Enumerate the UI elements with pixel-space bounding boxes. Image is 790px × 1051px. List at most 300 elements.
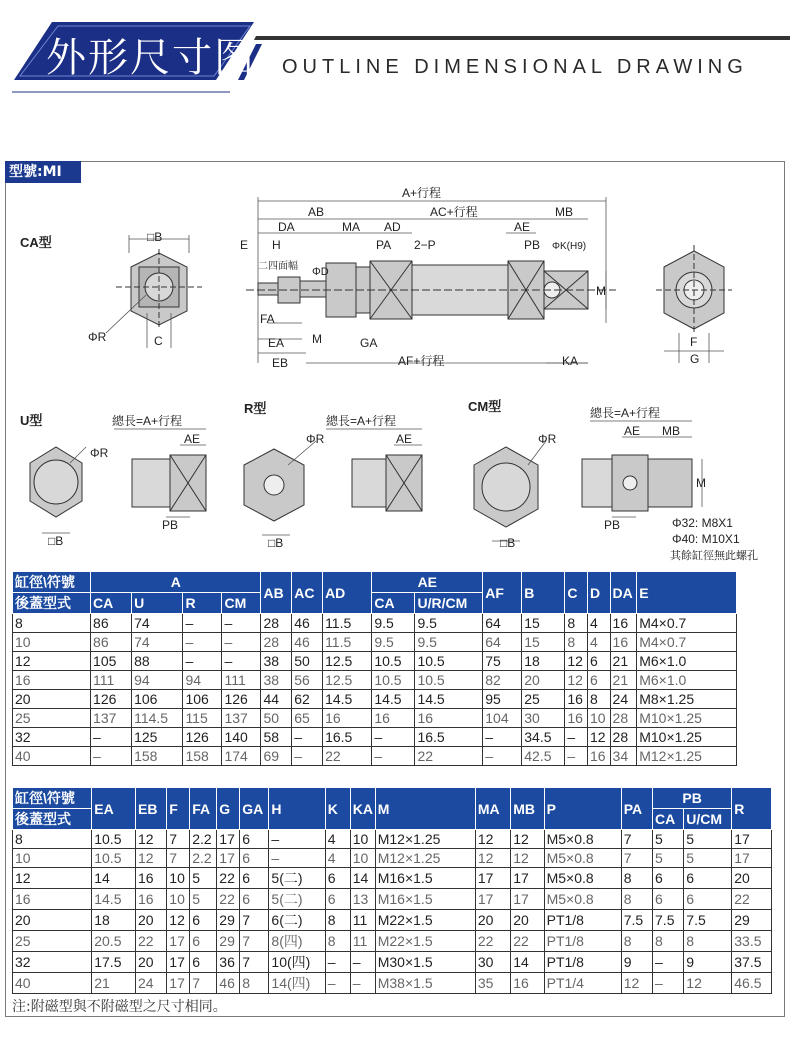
table-cell: 5	[653, 830, 684, 849]
table-cell: 6	[240, 849, 269, 868]
table-cell: 12	[167, 910, 190, 931]
table1-header-row1	[13, 572, 737, 593]
label-af-stroke: AF+行程	[398, 354, 445, 368]
table-cell: M12×1.25	[375, 849, 475, 868]
table-cell: 22	[732, 889, 772, 910]
table-cell: M30×1.5	[375, 952, 475, 973]
table-cell: 46	[292, 614, 323, 633]
table-cell: –	[565, 747, 588, 766]
table-cell: 125	[132, 728, 183, 747]
table-cell: 10	[167, 889, 190, 910]
table-row	[13, 868, 772, 889]
table-cell: 11.5	[323, 614, 372, 633]
label-cm-total: 總長=A+行程	[590, 406, 661, 420]
table-cell: 62	[292, 690, 323, 709]
table-cell: 6	[684, 868, 732, 889]
label-ca-b: □B	[147, 230, 163, 244]
table-cell: PT1/4	[544, 973, 621, 994]
table-cell: 34	[610, 747, 637, 766]
table-cell: 6	[587, 652, 610, 671]
table-cell: 140	[222, 728, 261, 747]
th-ad: AD	[323, 572, 372, 614]
table-cell: 22	[217, 889, 240, 910]
table-cell: 137	[222, 709, 261, 728]
label-cm-pb: PB	[604, 518, 621, 532]
label-ca-c: C	[154, 334, 163, 348]
table-cell: –	[183, 652, 222, 671]
table-cell: 106	[132, 690, 183, 709]
table-cell: 28	[610, 728, 637, 747]
th-da: DA	[610, 572, 637, 614]
table-cell: 38	[261, 652, 292, 671]
table-cell: 12	[511, 849, 544, 868]
label-ka: KA	[562, 354, 579, 368]
table-cell: 114.5	[132, 709, 183, 728]
table-cell: 17	[167, 931, 190, 952]
label-r-total: 總長=A+行程	[326, 414, 397, 428]
table-cell: 7.5	[653, 910, 684, 931]
model-tag: 型號:MI	[5, 161, 81, 183]
label-g: G	[690, 352, 700, 366]
table-cell: 7	[190, 973, 217, 994]
table-cell: 10	[350, 830, 375, 849]
table-cell: 32	[13, 728, 91, 747]
table-cell: 6	[240, 830, 269, 849]
label-f: F	[690, 335, 698, 349]
table-cell: 7	[167, 830, 190, 849]
table-cell: 7	[621, 830, 652, 849]
table-row	[13, 952, 772, 973]
table-cell: 20	[136, 910, 167, 931]
table-cell: 74	[132, 614, 183, 633]
label-cm-mb: MB	[662, 424, 680, 438]
table-cell: 38	[261, 671, 292, 690]
table-cell: 8	[13, 614, 91, 633]
table-cell: 104	[483, 709, 522, 728]
table-cell: –	[372, 747, 415, 766]
th2-cover: 後蓋型式	[13, 809, 92, 830]
table-cell: 86	[91, 614, 132, 633]
table-cell: 126	[222, 690, 261, 709]
table-cell: 29	[217, 931, 240, 952]
label-cm-ae: AE	[624, 424, 641, 438]
table-cell: 33.5	[732, 931, 772, 952]
table-cell: –	[292, 747, 323, 766]
table-cell: 30	[522, 709, 565, 728]
table-cell: M10×1.25	[637, 709, 737, 728]
th-ae: AE	[372, 572, 483, 593]
table-cell: 17	[217, 830, 240, 849]
table-cell: 20	[522, 671, 565, 690]
table-cell: 6	[190, 910, 217, 931]
table-cell: 174	[222, 747, 261, 766]
table-cell: 24	[610, 690, 637, 709]
label-eb: EB	[272, 356, 289, 370]
table-cell: 22	[415, 747, 483, 766]
table-cell: 11	[350, 931, 375, 952]
label-u-ae: AE	[184, 432, 201, 446]
table-cell: 12	[621, 973, 652, 994]
table-cell: 16.5	[415, 728, 483, 747]
th-ac: AC	[292, 572, 323, 614]
table-cell: 14.5	[323, 690, 372, 709]
label-cm-note1: Φ32: M8X1	[672, 516, 733, 530]
table-cell: PT1/8	[544, 931, 621, 952]
label-ga: GA	[360, 336, 378, 350]
table-cell: 21	[610, 671, 637, 690]
table-cell: 12	[136, 849, 167, 868]
label-u-phi-r: ΦR	[90, 446, 109, 460]
title-chinese: 外形尺寸图	[46, 35, 256, 81]
table-cell: 10	[587, 709, 610, 728]
table-cell: 64	[483, 614, 522, 633]
label-m: M	[596, 284, 606, 298]
table-cell: 12	[565, 671, 588, 690]
label-phi-k: ΦK(H9)	[552, 241, 587, 252]
ca-side-view	[246, 197, 616, 363]
table-cell: 9	[621, 952, 652, 973]
table-cell: –	[269, 849, 325, 868]
table-cell: 12.5	[323, 671, 372, 690]
table-row	[13, 709, 737, 728]
table-cell: 29	[732, 910, 772, 931]
label-u-total: 總長=A+行程	[112, 414, 183, 428]
th-a-u: U	[132, 593, 183, 614]
table-cell: 20	[475, 910, 510, 931]
table-cell: 8	[325, 931, 350, 952]
table-cell: 8	[240, 973, 269, 994]
table-cell: 9.5	[372, 633, 415, 652]
table-cell: 16	[565, 709, 588, 728]
table-cell: 94	[183, 671, 222, 690]
th2-fa: FA	[190, 788, 217, 830]
table-cell: 7.5	[684, 910, 732, 931]
table-cell: 7	[167, 849, 190, 868]
table-row	[13, 728, 737, 747]
table-cell: M5×0.8	[544, 889, 621, 910]
table-cell: 46	[292, 633, 323, 652]
table-cell: 6	[653, 889, 684, 910]
th-bore: 缸徑\符號	[13, 572, 91, 593]
table-cell: 95	[483, 690, 522, 709]
table-cell: 5	[653, 849, 684, 868]
table-cell: 12	[475, 849, 510, 868]
th-a-cm: CM	[222, 593, 261, 614]
table-cell: 64	[483, 633, 522, 652]
table-cell: 40	[13, 747, 91, 766]
table-cell: 126	[183, 728, 222, 747]
label-ma: MA	[342, 220, 360, 234]
table-cell: 35	[475, 973, 510, 994]
th2-f: F	[167, 788, 190, 830]
table-cell: M10×1.25	[637, 728, 737, 747]
table-cell: 14.5	[92, 889, 136, 910]
table-cell: 82	[483, 671, 522, 690]
table-cell: 5	[190, 868, 217, 889]
th2-pa: PA	[621, 788, 652, 830]
table-cell: 22	[217, 868, 240, 889]
table-cell: PT1/8	[544, 952, 621, 973]
table-cell: 12	[475, 830, 510, 849]
table-cell: 5	[190, 889, 217, 910]
table-cell: 22	[511, 931, 544, 952]
th-a-ca: CA	[91, 593, 132, 614]
table-cell: 6	[587, 671, 610, 690]
table-cell: 6	[240, 868, 269, 889]
label-hex-nut: 二四面幅	[258, 261, 298, 272]
table-cell: 17	[475, 868, 510, 889]
table-cell: 22	[323, 747, 372, 766]
table-cell: 29	[217, 910, 240, 931]
table-cell: 69	[261, 747, 292, 766]
th-ab: AB	[261, 572, 292, 614]
table-cell: 106	[183, 690, 222, 709]
table-cell: 16.5	[323, 728, 372, 747]
table-cell: 88	[132, 652, 183, 671]
table-cell: 50	[261, 709, 292, 728]
page-header	[0, 0, 790, 110]
table-cell: –	[483, 747, 522, 766]
table-cell: 8	[13, 830, 92, 849]
table-cell: M4×0.7	[637, 633, 737, 652]
table-cell: 5(二)	[269, 868, 325, 889]
spec-table-2	[12, 787, 772, 994]
table-cell: 4	[587, 633, 610, 652]
label-u-pb: PB	[162, 518, 179, 532]
table-row	[13, 652, 737, 671]
label-cm-note3: 其餘缸徑無此螺孔	[670, 550, 758, 562]
table-row	[13, 614, 737, 633]
table-cell: 16	[136, 868, 167, 889]
th2-ka: KA	[350, 788, 375, 830]
table-cell: 18	[92, 910, 136, 931]
th2-bore: 缸徑\符號	[13, 788, 92, 809]
table-cell: 10	[350, 849, 375, 868]
table-cell: 8	[325, 910, 350, 931]
table-cell: 9.5	[415, 614, 483, 633]
table-cell: 4	[325, 849, 350, 868]
table-cell: –	[292, 728, 323, 747]
table-cell: M6×1.0	[637, 671, 737, 690]
table-cell: 8	[621, 868, 652, 889]
th-ae-urcm: U/R/CM	[415, 593, 483, 614]
th-af: AF	[483, 572, 522, 614]
table-cell: 4	[325, 830, 350, 849]
table-cell: 75	[483, 652, 522, 671]
table-cell: 111	[91, 671, 132, 690]
table-cell: –	[222, 614, 261, 633]
label-ca-type: CA型	[20, 235, 52, 250]
table-cell: 15	[522, 614, 565, 633]
table-row	[13, 973, 772, 994]
th2-pb-ucm: U/CM	[684, 809, 732, 830]
label-da: DA	[278, 220, 295, 234]
table-cell: 9.5	[415, 633, 483, 652]
label-r-b: □B	[268, 536, 284, 550]
th2-ea: EA	[92, 788, 136, 830]
table-cell: 12	[684, 973, 732, 994]
table-cell: 56	[292, 671, 323, 690]
table-cell: 10	[13, 849, 92, 868]
th-b: B	[522, 572, 565, 614]
table-cell: M5×0.8	[544, 868, 621, 889]
table-cell: 158	[183, 747, 222, 766]
table-cell: –	[350, 973, 375, 994]
table-cell: 17	[167, 952, 190, 973]
table-cell: 7	[621, 849, 652, 868]
table-cell: 14	[511, 952, 544, 973]
th2-ma: MA	[475, 788, 510, 830]
table-cell: 16	[610, 633, 637, 652]
table-cell: 11	[350, 910, 375, 931]
table-cell: 6	[190, 931, 217, 952]
table-cell: 2.2	[190, 830, 217, 849]
table-cell: M22×1.5	[375, 931, 475, 952]
table-cell: 21	[610, 652, 637, 671]
label-cm-m: M	[696, 476, 706, 490]
label-cm-type: CM型	[468, 399, 502, 414]
table-cell: 58	[261, 728, 292, 747]
table-cell: 65	[292, 709, 323, 728]
th-ae-ca: CA	[372, 593, 415, 614]
table-cell: 16	[323, 709, 372, 728]
table-cell: 105	[91, 652, 132, 671]
th2-pb: PB	[653, 788, 732, 809]
table-cell: 10	[167, 868, 190, 889]
label-two-p: 2−P	[414, 238, 436, 252]
th2-ga: GA	[240, 788, 269, 830]
table-cell: –	[653, 952, 684, 973]
table-row	[13, 849, 772, 868]
table-cell: M5×0.8	[544, 830, 621, 849]
table-cell: 20	[136, 952, 167, 973]
table-cell: 14.5	[372, 690, 415, 709]
table-cell: 16	[587, 747, 610, 766]
table-cell: 8	[621, 931, 652, 952]
label-ca-phi-r: ΦR	[88, 330, 107, 344]
table-cell: 12.5	[323, 652, 372, 671]
title-english: OUTLINE DIMENSIONAL DRAWING	[282, 56, 748, 78]
label-a-stroke: A+行程	[402, 186, 442, 200]
table-cell: 12	[565, 652, 588, 671]
th-c: C	[565, 572, 588, 614]
table-cell: 14(四)	[269, 973, 325, 994]
table-cell: –	[350, 952, 375, 973]
table-row	[13, 931, 772, 952]
th2-h: H	[269, 788, 325, 830]
table-cell: 46	[217, 973, 240, 994]
table-cell: 22	[475, 931, 510, 952]
table-cell: 16	[372, 709, 415, 728]
table-cell: 44	[261, 690, 292, 709]
table-cell: 12	[13, 652, 91, 671]
table-cell: 5	[684, 830, 732, 849]
table-cell: 28	[261, 614, 292, 633]
th2-pb-ca: CA	[653, 809, 684, 830]
table-cell: 12	[136, 830, 167, 849]
table-cell: 28	[610, 709, 637, 728]
table-cell: 20	[732, 868, 772, 889]
table-cell: 16	[13, 671, 91, 690]
table-cell: 12	[511, 830, 544, 849]
th2-eb: EB	[136, 788, 167, 830]
table-row	[13, 747, 737, 766]
table-cell: 16	[511, 973, 544, 994]
table-row	[13, 633, 737, 652]
table-cell: 9.5	[372, 614, 415, 633]
table-cell: 8	[621, 889, 652, 910]
table-row	[13, 889, 772, 910]
table-cell: 2.2	[190, 849, 217, 868]
ca-end-view	[106, 235, 202, 348]
table-cell: 6	[653, 868, 684, 889]
table-cell: 8	[684, 931, 732, 952]
table-cell: 7	[240, 931, 269, 952]
table-cell: 8	[653, 931, 684, 952]
table-cell: 12	[13, 868, 92, 889]
table-cell: 40	[13, 973, 92, 994]
table-cell: 20	[13, 690, 91, 709]
table-cell: 36	[217, 952, 240, 973]
table-row	[13, 910, 772, 931]
table-cell: 9	[684, 952, 732, 973]
table2-header-row1	[13, 788, 772, 809]
table-cell: –	[325, 973, 350, 994]
table-cell: 11.5	[323, 633, 372, 652]
th2-r: R	[732, 788, 772, 830]
table-cell: 17	[475, 889, 510, 910]
label-e: E	[240, 238, 249, 252]
table-cell: 13	[350, 889, 375, 910]
table-cell: 30	[475, 952, 510, 973]
table-cell: PT1/8	[544, 910, 621, 931]
table-cell: 17	[217, 849, 240, 868]
table-cell: –	[183, 633, 222, 652]
th-e: E	[637, 572, 737, 614]
table-cell: 10	[13, 633, 91, 652]
table-cell: –	[222, 633, 261, 652]
table-cell: M22×1.5	[375, 910, 475, 931]
table-cell: 10.5	[92, 849, 136, 868]
r-end-view	[244, 441, 316, 535]
table-cell: M16×1.5	[375, 868, 475, 889]
table-cell: 14.5	[415, 690, 483, 709]
table-cell: 5(二)	[269, 889, 325, 910]
table-cell: 6	[240, 889, 269, 910]
label-ab: AB	[308, 205, 325, 219]
th2-k: K	[325, 788, 350, 830]
table-cell: –	[222, 652, 261, 671]
label-mb: MB	[555, 205, 573, 219]
table-cell: 8	[565, 633, 588, 652]
table-cell: 7	[240, 910, 269, 931]
table-cell: 32	[13, 952, 92, 973]
table-cell: 7.5	[621, 910, 652, 931]
table-cell: –	[91, 728, 132, 747]
table-cell: 115	[183, 709, 222, 728]
table-cell: 6	[325, 889, 350, 910]
table-cell: –	[565, 728, 588, 747]
table-cell: 17	[732, 849, 772, 868]
label-cm-phi-r: ΦR	[538, 432, 557, 446]
th-a-r: R	[183, 593, 222, 614]
table-cell: 8(四)	[269, 931, 325, 952]
table-cell: 16	[565, 690, 588, 709]
table-cell: 25	[13, 931, 92, 952]
table-cell: 7	[240, 952, 269, 973]
table-cell: 126	[91, 690, 132, 709]
label-ea: EA	[268, 336, 285, 350]
